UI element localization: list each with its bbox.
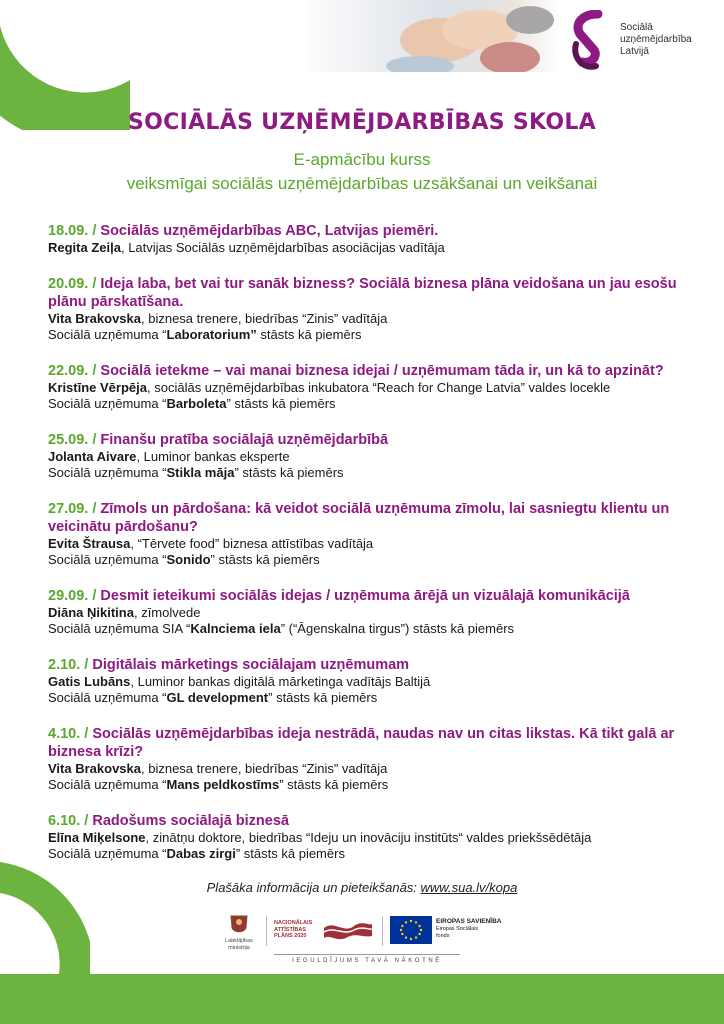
sponsor-divider bbox=[382, 916, 383, 946]
speaker-role: , “Tērvete food” biznesa attīstības vadītāja bbox=[130, 536, 374, 551]
eu-fund-line-1: Eiropas Sociālais bbox=[436, 926, 479, 932]
speaker-name: Vita Brakovska bbox=[48, 311, 141, 326]
session-date: 20.09. / bbox=[48, 276, 97, 292]
session-heading bbox=[48, 500, 688, 536]
case-suffix: stāsts kā piemērs bbox=[256, 327, 362, 342]
session-heading bbox=[48, 222, 688, 240]
speaker-role: , Latvijas Sociālās uzņēmējdarbības asociācijas vadītāja bbox=[120, 240, 445, 255]
case-prefix: Sociālā uzņēmuma “ bbox=[48, 552, 167, 567]
session-item bbox=[48, 362, 688, 412]
case-prefix: Sociālā uzņēmuma SIA “ bbox=[48, 621, 191, 636]
eu-flag-icon bbox=[390, 916, 432, 944]
session-item bbox=[48, 500, 688, 568]
case-name: GL development bbox=[166, 690, 269, 705]
speaker-name: Vita Brakovska bbox=[48, 761, 141, 776]
session-speaker bbox=[48, 536, 688, 552]
session-date: 18.09. / bbox=[48, 223, 97, 239]
session-speaker bbox=[48, 674, 688, 690]
case-prefix: Sociālā uzņēmuma “ bbox=[48, 465, 167, 480]
logo-wordmark bbox=[620, 22, 692, 58]
eu-fund-line-2: fonds bbox=[436, 932, 450, 939]
tagline-divider bbox=[274, 954, 460, 955]
nap-line-2: ATTĪSTĪBAS bbox=[274, 926, 306, 933]
session-heading bbox=[48, 656, 688, 674]
session-case bbox=[48, 552, 688, 568]
subtitle-line-2: veiksmīgai sociālās uzņēmējdarbības uzsākšanai un veikšanai bbox=[126, 174, 598, 193]
case-suffix: ” stāsts kā piemērs bbox=[235, 846, 345, 861]
eu-title: EIROPAS SAVIENĪBA bbox=[436, 918, 502, 925]
nap-line-3: PLĀNS 2020 bbox=[274, 933, 307, 939]
case-suffix: ” stāsts kā piemērs bbox=[279, 777, 389, 792]
session-item bbox=[48, 275, 688, 343]
session-speaker bbox=[48, 449, 688, 465]
logo-line-3: Latvijā bbox=[620, 46, 649, 57]
session-topic: Zīmols un pārdošana: kā veidot sociālā uzņēmuma zīmolu, lai sasniegtu klientu un veicinātu pārdošanu? bbox=[48, 501, 670, 535]
session-heading bbox=[48, 275, 688, 311]
speaker-role: , Luminor bankas eksperte bbox=[136, 449, 290, 464]
case-prefix: Sociālā uzņēmuma “ bbox=[48, 690, 167, 705]
case-name: Kalnciema iela bbox=[190, 621, 281, 636]
nap-label bbox=[274, 920, 312, 940]
session-topic: Sociālā ietekme – vai manai biznesa idejai / uzņēmumam tāda ir, un kā to apzināt? bbox=[100, 363, 664, 379]
speaker-role: , Luminor bankas digitālā mārketinga vadītājs Baltijā bbox=[130, 674, 431, 689]
session-speaker bbox=[48, 240, 688, 256]
speaker-name: Gatis Lubāns bbox=[48, 674, 131, 689]
session-speaker bbox=[48, 380, 688, 396]
speaker-role: , zinātņu doktore, biedrības “Ideju un inovāciju institūts“ valdes priekšsēdētāja bbox=[145, 830, 592, 845]
case-prefix: Sociālā uzņēmuma “ bbox=[48, 777, 167, 792]
latvia-flag-icon bbox=[322, 920, 374, 940]
session-topic: Digitālais mārketings sociālajam uzņēmumam bbox=[92, 657, 410, 673]
case-suffix: ” (“Āgenskalna tirgus”) stāsts kā piemērs bbox=[280, 621, 515, 636]
speaker-name: Diāna Ņikitina bbox=[48, 605, 134, 620]
subtitle-line-1: E-apmācību kurss bbox=[293, 150, 431, 169]
session-date: 6.10. / bbox=[48, 813, 89, 829]
purple-arc-decoration bbox=[560, 750, 724, 1010]
session-case bbox=[48, 621, 688, 637]
session-topic: Desmit ieteikumi sociālās idejas / uzņēmuma ārējā un vizuālajā komunikācijā bbox=[100, 588, 630, 604]
case-prefix: Sociālā uzņēmuma “ bbox=[48, 396, 167, 411]
course-subtitle bbox=[0, 148, 724, 196]
session-item bbox=[48, 222, 688, 256]
session-speaker bbox=[48, 605, 688, 621]
page-title: SOCIĀLĀS UZŅĒMĒJDARBĪBAS SKOLA bbox=[128, 110, 596, 135]
case-name: Sonido bbox=[166, 552, 211, 567]
session-date: 29.09. / bbox=[48, 588, 97, 604]
case-name: Stikla māja bbox=[166, 465, 235, 480]
speaker-name: Kristīne Vērpēja bbox=[48, 380, 147, 395]
case-suffix: ” stāsts kā piemērs bbox=[234, 465, 344, 480]
speaker-role: , biznesa trenere, biedrības “Zinis” vadītāja bbox=[141, 311, 388, 326]
logo-line-2: uzņēmējdarbība bbox=[620, 34, 692, 45]
session-date: 22.09. / bbox=[48, 363, 97, 379]
speaker-role: , sociālās uzņēmējdarbības inkubatora “Reach for Change Latvia” valdes locekle bbox=[147, 380, 611, 395]
speaker-name: Regita Zeiļa bbox=[48, 240, 121, 255]
session-case bbox=[48, 690, 688, 706]
case-suffix: ” stāsts kā piemērs bbox=[226, 396, 336, 411]
speaker-name: Jolanta Aivare bbox=[48, 449, 137, 464]
session-date: 2.10. / bbox=[48, 657, 89, 673]
more-info-label: Plašāka informācija un pieteikšanās: bbox=[206, 880, 421, 895]
sponsor-divider bbox=[266, 916, 267, 946]
case-prefix: Sociālā uzņēmuma “ bbox=[48, 846, 167, 861]
session-date: 25.09. / bbox=[48, 432, 97, 448]
sua-logo bbox=[568, 10, 718, 70]
coat-of-arms-icon bbox=[222, 914, 256, 936]
eu-fund-label bbox=[436, 918, 512, 939]
session-topic: Ideja laba, bet vai tur sanāk bizness? Sociālā biznesa plāna veidošana un jau esošu plānu pārskatīšana. bbox=[48, 276, 677, 310]
session-topic: Radošums sociālajā biznesā bbox=[92, 813, 289, 829]
session-case bbox=[48, 327, 688, 343]
nap-line-1: NACIONĀLAIS bbox=[274, 920, 313, 926]
sua-s-mark-icon bbox=[568, 10, 612, 70]
speaker-role: , zīmolvede bbox=[133, 605, 201, 620]
session-date: 4.10. / bbox=[48, 726, 89, 742]
session-item bbox=[48, 656, 688, 706]
session-heading bbox=[48, 431, 688, 449]
session-topic: Sociālās uzņēmējdarbības ABC, Latvijas piemēri. bbox=[100, 223, 439, 239]
case-suffix: ” stāsts kā piemērs bbox=[210, 552, 320, 567]
session-heading bbox=[48, 587, 688, 605]
case-prefix: Sociālā uzņēmuma “ bbox=[48, 327, 167, 342]
case-name: Mans peldkostīms bbox=[166, 777, 280, 792]
case-name: Barboleta bbox=[166, 396, 227, 411]
tagline: IEGULDĪJUMS TAVĀ NĀKOTNĒ bbox=[292, 958, 442, 964]
speaker-role: , biznesa trenere, biedrības “Zinis” vadītāja bbox=[141, 761, 388, 776]
case-name: Laboratorium” bbox=[166, 327, 257, 342]
session-date: 27.09. / bbox=[48, 501, 97, 517]
logo-line-1: Sociālā bbox=[620, 22, 653, 33]
case-suffix: ” stāsts kā piemērs bbox=[268, 690, 378, 705]
sponsor-logos bbox=[222, 914, 512, 966]
session-topic: Sociālās uzņēmējdarbības ideja nestrādā, naudas nav un citas likstas. Kā tikt galā ar biznesa krīzi? bbox=[48, 726, 675, 760]
more-info-link[interactable]: www.sua.lv/kopa bbox=[420, 880, 518, 895]
session-topic: Finanšu pratība sociālajā uzņēmējdarbībā bbox=[100, 432, 389, 448]
session-item bbox=[48, 587, 688, 637]
speaker-name: Evita Štrausa bbox=[48, 536, 131, 551]
session-case bbox=[48, 465, 688, 481]
session-item bbox=[48, 431, 688, 481]
footer-band bbox=[0, 974, 724, 1024]
session-case bbox=[48, 396, 688, 412]
case-name: Dabas zirgi bbox=[166, 846, 236, 861]
session-heading bbox=[48, 362, 688, 380]
stacked-hands-image bbox=[380, 0, 560, 72]
session-speaker bbox=[48, 311, 688, 327]
speaker-name: Elīna Miķelsone bbox=[48, 830, 146, 845]
ministry-name: Labklājības ministrija bbox=[225, 938, 253, 951]
